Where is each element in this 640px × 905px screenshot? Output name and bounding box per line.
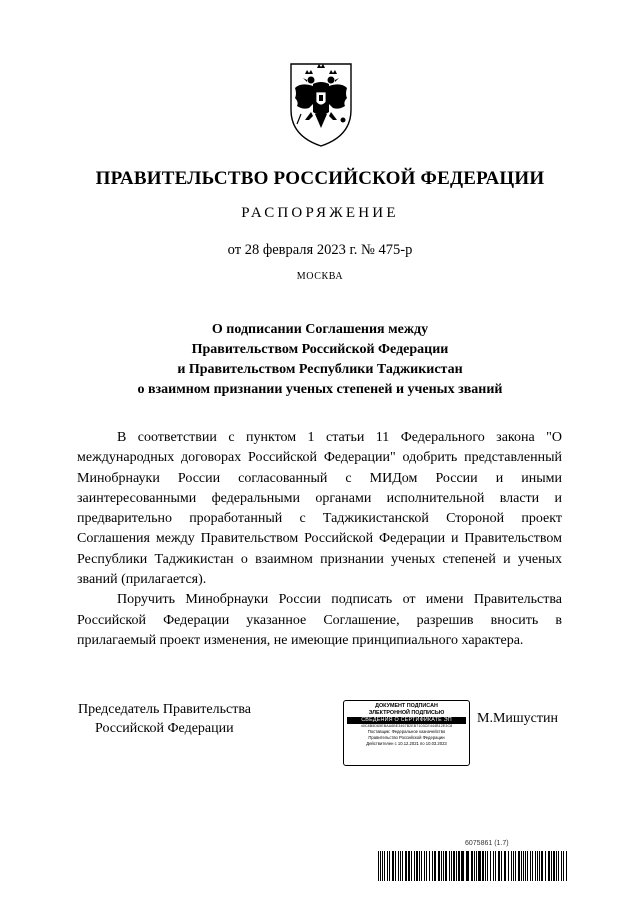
government-title: ПРАВИТЕЛЬСТВО РОССИЙСКОЙ ФЕДЕРАЦИИ	[95, 168, 545, 189]
subject-line: Правительством Российской Федерации	[191, 342, 449, 357]
document-city: МОСКВА	[296, 271, 344, 282]
body-paragraph: Поручить Минобрнауки России подписать от имени Правительства Российской Федерации указанное Соглашение, разрешив вносить в прилагаемый проект изменения, не имеющие принципиального характера.	[77, 592, 562, 648]
subject-line: О подписании Соглашения между	[211, 322, 429, 337]
electronic-signature-stamp	[343, 700, 470, 766]
document-type: РАСПОРЯЖЕНИЕ	[241, 205, 399, 221]
document-subject	[60, 320, 580, 400]
signer-position	[78, 700, 251, 738]
stamp-validity: Действителен с 10.12.2021 по 10.03.2023	[366, 740, 447, 746]
subject-line: о взаимном признании ученых степеней и ученых званий	[137, 382, 503, 397]
body-paragraph: В соответствии с пунктом 1 статьи 11 Федерального закона "О международных договорах Российской Федерации" одобрить представленный Минобрнауки России согласованный с МИДом России и иными заинтересованными федеральными органами исполнительной власти и предварительно проработанный с Таджикистанской Стороной проект Соглашения между Правительством Российской Федерации и Правительством Республики Таджикистан о взаимном признании ученых степеней и ученых званий (прилагается).	[77, 430, 562, 588]
stamp-owner: Правительство Российской Федерации	[368, 735, 445, 740]
barcode-label: 6075861 (1.7)	[465, 840, 509, 847]
signer-position-line: Председатель Правительства	[78, 702, 251, 717]
stamp-line: ДОКУМЕНТ ПОДПИСАН	[375, 703, 438, 709]
document-date-number: от 28 февраля 2023 г. № 475-р	[227, 242, 413, 258]
barcode-icon	[378, 851, 570, 881]
stamp-certificate-bar: СВЕДЕНИЯ О СЕРТИФИКАТЕ ЭП	[347, 717, 466, 724]
coat-of-arms-icon	[283, 58, 359, 148]
signer-position-line: Российской Федерации	[95, 721, 234, 736]
stamp-line: ЭЛЕКТРОННОЙ ПОДПИСЬЮ	[368, 709, 445, 716]
document-body	[77, 428, 562, 651]
subject-line: и Правительством Республики Таджикистан	[177, 362, 463, 377]
signer-name: М.Мишустин	[477, 711, 558, 726]
stamp-serial: 40C8B5D65EBAA6BE3467B2EB7103CE444B12E3C8	[360, 724, 453, 728]
stamp-issuer: Поставщик: Федеральное казначейство	[367, 729, 446, 735]
